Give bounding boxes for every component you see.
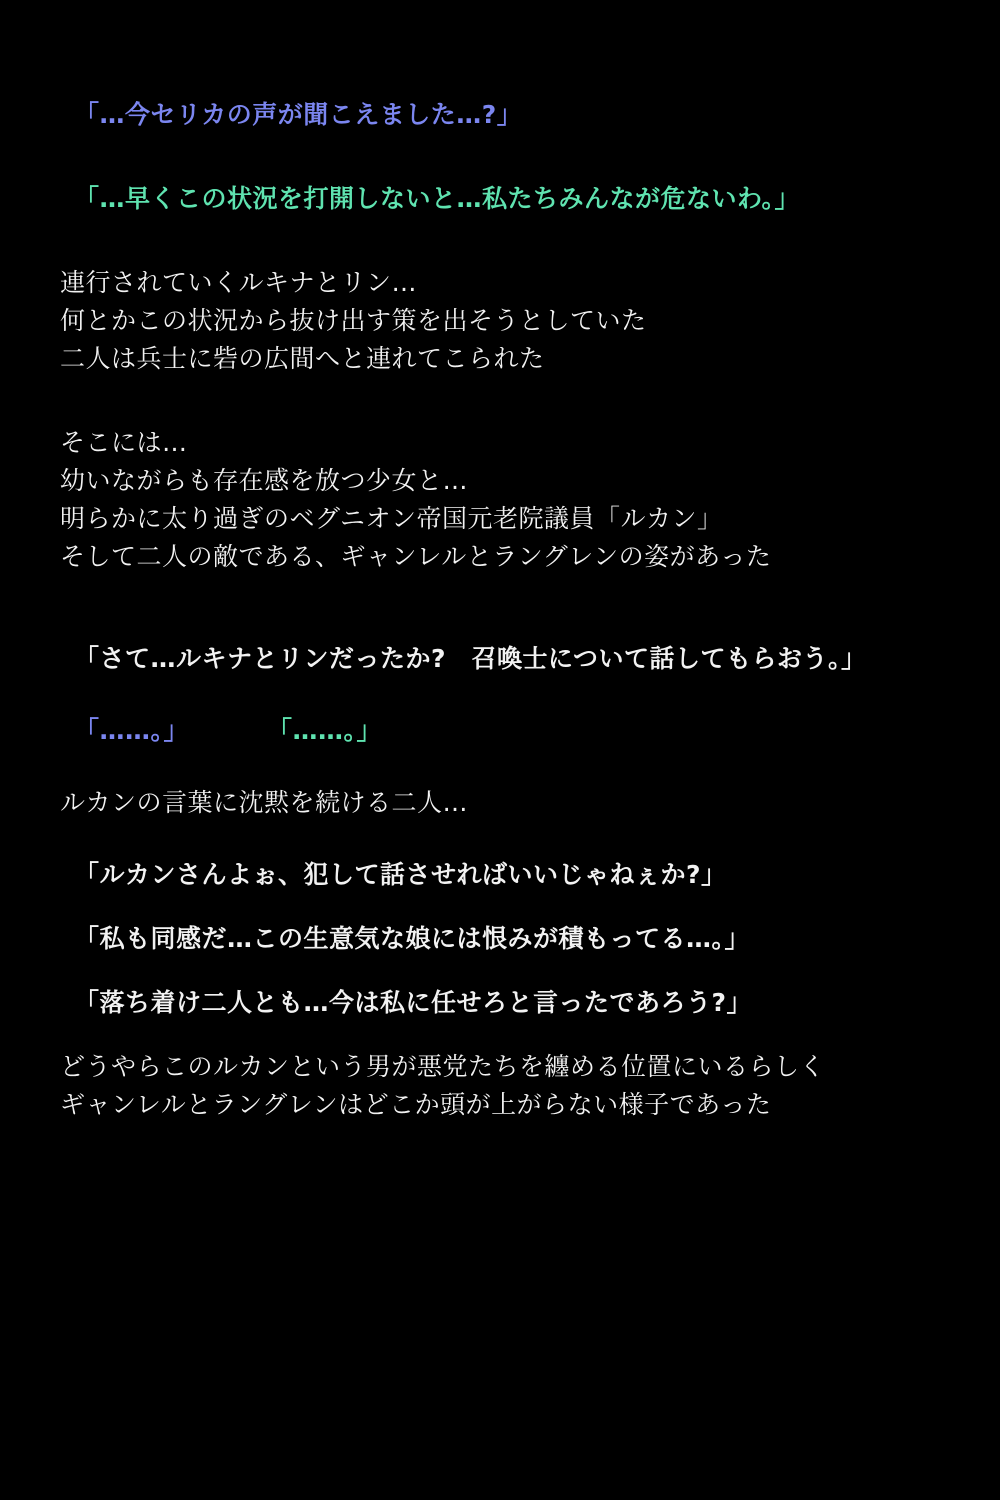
spacer <box>60 894 940 920</box>
dialogue-line: 「…今セリカの声が聞こえました…?」 <box>74 100 523 129</box>
dialogue-lyn-1 <box>60 180 940 218</box>
narration-line: 明らかに太り過ぎのベグニオン帝国元老院議員「ルカン」 <box>60 504 723 533</box>
dialogue-line: 「私も同感だ…この生意気な娘には恨みが積もってる…。」 <box>74 924 751 953</box>
spacer <box>60 218 940 264</box>
narration-block-3 <box>60 784 940 822</box>
dialogue-lucan-1 <box>60 640 940 678</box>
spacer <box>60 822 940 856</box>
dialogue-lucina-1 <box>60 96 940 134</box>
spacer <box>60 958 940 984</box>
dialogue-line-second: 「……。」 <box>267 716 383 745</box>
dialogue-silence-pair <box>60 712 940 750</box>
spacer <box>60 678 940 712</box>
narration-line: そこには… <box>60 428 188 457</box>
narration-line: 二人は兵士に砦の広間へと連れてこられた <box>60 344 545 373</box>
narration-line: 何とかこの状況から抜け出す策を出そうとしていた <box>60 306 647 335</box>
narration-line: 連行されていくルキナとリン… <box>60 268 418 297</box>
narration-block-4 <box>60 1048 940 1124</box>
dialogue-lucan-2 <box>60 984 940 1022</box>
dialogue-line: 「…早くこの状況を打開しないと…私たちみんなが危ないわ。」 <box>74 184 801 213</box>
spacer <box>60 134 940 180</box>
spacer <box>60 378 940 424</box>
dialogue-line: 「落ち着け二人とも…今は私に任せろと言ったであろう?」 <box>74 988 753 1017</box>
spacer <box>60 750 940 784</box>
narration-line: 幼いながらも存在感を放つ少女と… <box>60 466 469 495</box>
narration-line: どうやらこのルカンという男が悪党たちを纏める位置にいるらしく <box>60 1052 826 1081</box>
spacer <box>60 576 940 640</box>
narration-block-2 <box>60 424 940 576</box>
narration-line: ギャンレルとラングレンはどこか頭が上がらない様子であった <box>60 1090 772 1119</box>
dialogue-line-first: 「……。」 <box>74 716 190 745</box>
spacer <box>60 1022 940 1048</box>
narration-line: そして二人の敵である、ギャンレルとラングレンの姿があった <box>60 542 772 571</box>
narration-line: ルカンの言葉に沈黙を続ける二人… <box>60 788 469 817</box>
dialogue-gangrel-1 <box>60 856 940 894</box>
dialogue-lundgren-1 <box>60 920 940 958</box>
narration-block-1 <box>60 264 940 378</box>
dialogue-line: 「さて…ルキナとリンだったか? 召喚士について話してもらおう。」 <box>74 644 867 673</box>
dialogue-line: 「ルカンさんよぉ、犯して話させればいいじゃねぇか?」 <box>74 860 727 889</box>
